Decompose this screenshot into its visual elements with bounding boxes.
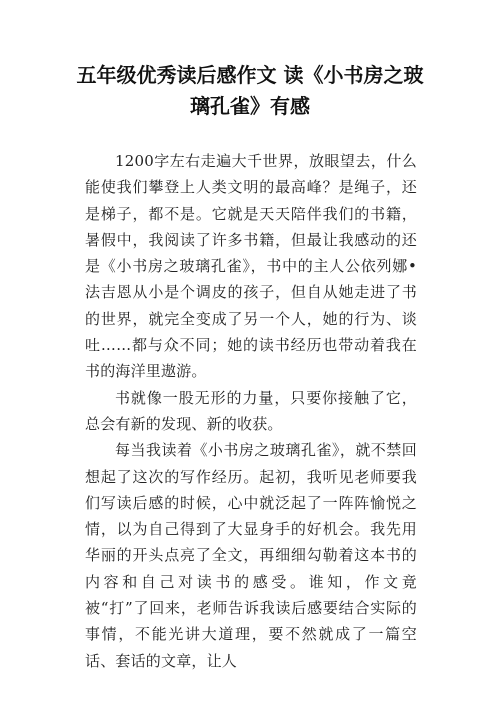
paragraph-3: 每当我读着《小书房之玻璃孔雀》，就不禁回想起了这次的写作经历。起初，我听见老师要我们写读后感的时候，心中就泛起了一阵阵愉悦之情，以为自己得到了大显身手的好机会。我先用华丽的开头点亮了全文，再细细勾勒着这本书的内容和自己对读书的感受。谁知，作文竟被“打”了回来，老师告诉我读后感要结合实际的事情，不能光讲大道理，要不然就成了一篇空话、套话的文章，让人: [85, 441, 417, 670]
paragraph-2: 书就像一股无形的力量，只要你接触了它，总会有新的发现、新的收获。: [85, 388, 417, 433]
document-title: 五年级优秀读后感作文 读《小书房之玻璃孔雀》有感: [76, 63, 424, 118]
paragraph-1: 1200字左右走遍大千世界，放眼望去，什么能使我们攀登上人类文明的最高峰？是绳子，还是梯子，都不是。它就是天天陪伴我们的书籍，暑假中，我阅读了许多书籍，但最让我感动的还是《小书房之玻璃孔雀》，书中的主人公依列娜•法吉恩从小是个调皮的孩子，但自从她走进了书的世界，就完全变成了另一个人，她的行为、谈吐……都与众不同；她的读书经历也带动着我在书的海洋里遨游。: [85, 152, 417, 381]
document-body: [85, 148, 417, 674]
